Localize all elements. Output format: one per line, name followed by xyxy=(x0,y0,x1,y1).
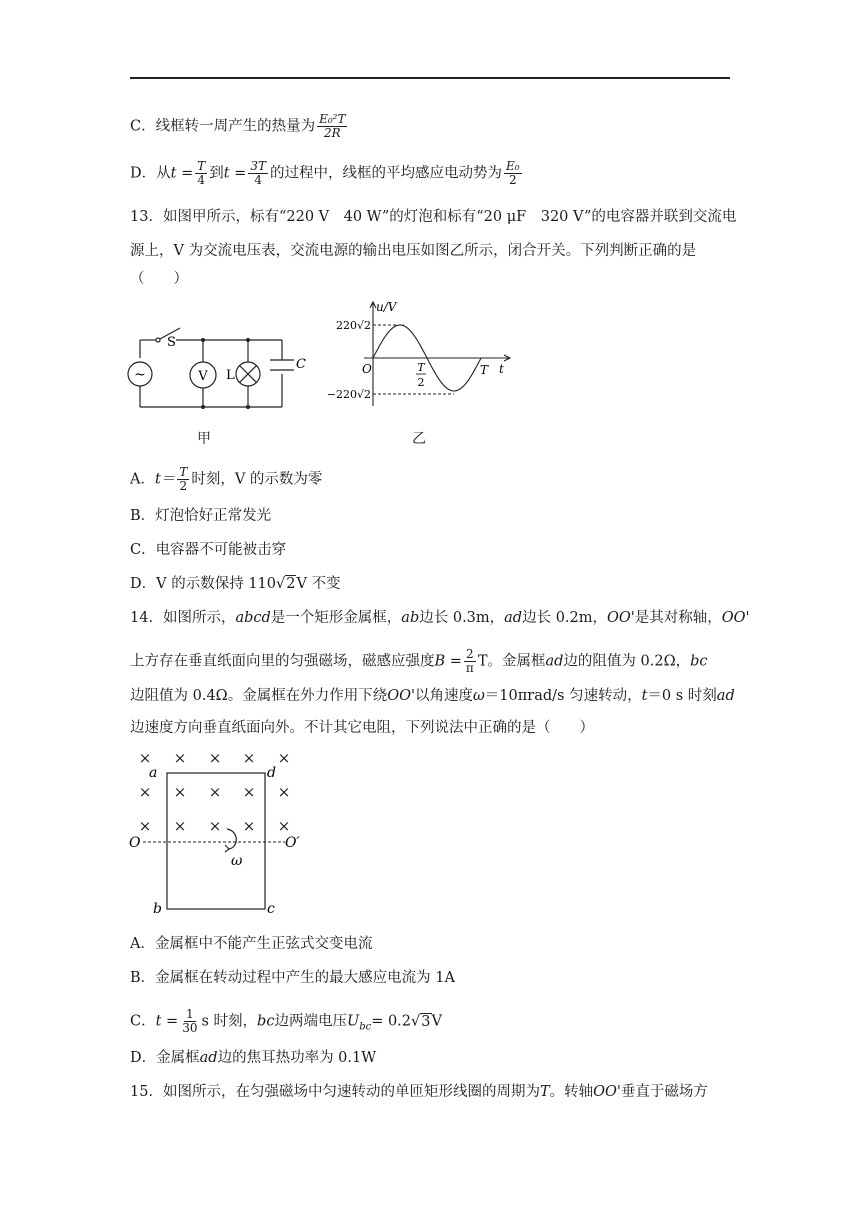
magnetic-field-cross-icon: × xyxy=(173,749,187,767)
q13-voltage-graph xyxy=(318,298,518,410)
omega-label: ω xyxy=(231,853,243,869)
q14-option-d[interactable]: D．金属框ad边的焦耳热功率为 0.1W xyxy=(130,1050,377,1066)
magnetic-field-cross-icon: × xyxy=(208,783,222,801)
q13-circuit-diagram xyxy=(120,318,320,418)
q12-option-c[interactable]: C．线框转一周产生的热量为 $\frac{\text{E₀²T}}{2R}$ xyxy=(130,112,346,140)
magnetic-field-cross-icon: × xyxy=(242,817,256,835)
q14-frame-diagram xyxy=(125,745,315,920)
magnetic-field-cross-icon: × xyxy=(277,817,291,835)
q14-option-b[interactable]: B．金属框在转动过程中产生的最大感应电流为 1A xyxy=(130,970,455,986)
q14-stem-line3: 边阻值为 0.4Ω。金属框在外力作用下绕OO'以角速度ω＝10πrad/s 匀速转动，t＝0 s 时刻ad xyxy=(130,688,735,704)
magnetic-field-cross-icon: × xyxy=(277,783,291,801)
capacitor-label: C xyxy=(296,357,306,372)
q13-option-d[interactable]: D．V 的示数保持 110√2V 不变 xyxy=(130,576,341,592)
graph-y-max-label: 220√2 xyxy=(335,319,371,332)
header-rule xyxy=(130,77,730,79)
q14-stem-line4: 边速度方向垂直纸面向外。不计其它电阻，下列说法中正确的是（ ） xyxy=(130,720,594,736)
graph-half-period-num: T xyxy=(417,361,425,374)
figure-label-jia: 甲 xyxy=(197,431,211,447)
q13-stem-line1: 13．如图甲所示，标有“220 V 40 W”的灯泡和标有“20 μF 320 V”的电容器并联到交流电 xyxy=(130,209,737,225)
magnetic-field-cross-icon: × xyxy=(173,817,187,835)
graph-y-axis-label: u/V xyxy=(376,300,397,314)
graph-period-label: T xyxy=(480,363,489,377)
q12-option-d[interactable]: D．从t = $\frac{T}{4}$ 到t = $\frac{3T}{4}$ 的过程中，线框的平均感应电动势为 $\frac{\text{E₀}}{2}$ xyxy=(130,159,520,187)
graph-origin-label: O xyxy=(362,362,372,376)
q14-option-c[interactable]: C．t = $\frac{1}{30}$ s 时刻，bc边两端电压$U_{bc}= 0.2√3V$ xyxy=(130,1007,442,1035)
graph-y-min-label: −220√2 xyxy=(326,388,371,401)
vertex-c: c xyxy=(267,901,275,917)
axis-label-o: O xyxy=(129,835,141,851)
q14-stem-line2: 上方存在垂直纸面向里的匀强磁场，磁感应强度B = $\frac{2}{\pi}$ T。金属框ad边的阻值为 0.2Ω，bc xyxy=(130,647,708,675)
q13-stem-line2: 源上，V 为交流电压表，交流电源的输出电压如图乙所示，闭合开关。下列判断正确的是 xyxy=(130,243,697,259)
q14-stem-line1: 14．如图所示，abcd是一个矩形金属框，ab边长 0.3m，ad边长 0.2m，OO'是其对称轴，OO' xyxy=(130,610,750,626)
vertex-a: a xyxy=(149,765,158,781)
vertex-b: b xyxy=(153,901,162,917)
magnetic-field-cross-icon: × xyxy=(138,783,152,801)
voltmeter-label: V xyxy=(198,369,208,384)
q13-option-a[interactable]: A．t＝ $\frac{T}{2}$ 时刻，V 的示数为零 xyxy=(130,465,323,493)
magnetic-field-cross-icon: × xyxy=(242,783,256,801)
graph-x-axis-label: t xyxy=(499,362,504,376)
switch-label: S xyxy=(167,335,176,350)
source-symbol: ~ xyxy=(134,367,146,383)
magnetic-field-cross-icon: × xyxy=(138,817,152,835)
rotation-arrow-icon xyxy=(227,829,236,849)
magnetic-field-cross-icon: × xyxy=(138,749,152,767)
figure-label-yi: 乙 xyxy=(412,431,426,447)
axis-label-o-prime: O′ xyxy=(285,835,300,851)
q15-stem-line1: 15．如图所示，在匀强磁场中匀速转动的单匝矩形线圈的周期为T。转轴OO'垂直于磁场方 xyxy=(130,1084,708,1100)
lamp-label: L xyxy=(226,368,235,383)
magnetic-field-cross-icon: × xyxy=(277,749,291,767)
magnetic-field-cross-icon: × xyxy=(208,749,222,767)
q14-option-a[interactable]: A．金属框中不能产生正弦式交变电流 xyxy=(130,936,373,952)
magnetic-field-cross-icon: × xyxy=(242,749,256,767)
magnetic-field-cross-icon: × xyxy=(173,783,187,801)
vertex-d: d xyxy=(267,765,276,781)
graph-half-period-den: 2 xyxy=(417,376,425,389)
q13-option-b[interactable]: B．灯泡恰好正常发光 xyxy=(130,508,272,524)
q13-option-c[interactable]: C．电容器不可能被击穿 xyxy=(130,542,287,558)
q13-stem-line3: （ ） xyxy=(130,271,188,287)
magnetic-field-cross-icon: × xyxy=(208,817,222,835)
